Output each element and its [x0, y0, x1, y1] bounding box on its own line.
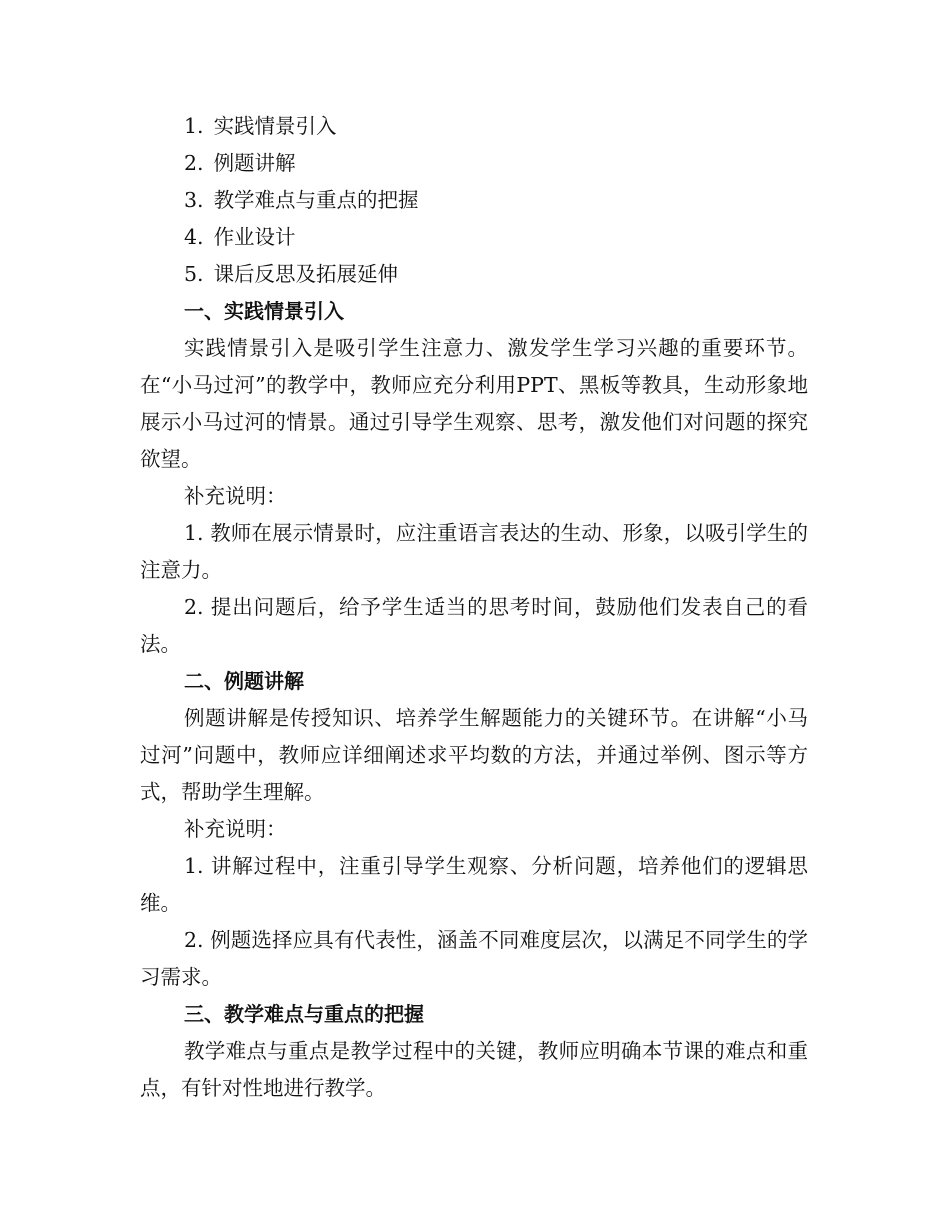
table-of-contents — [140, 108, 808, 293]
toc-item: 5. 课后反思及拓展延伸 — [184, 262, 399, 286]
toc-item: 2. 例题讲解 — [184, 151, 296, 175]
supplement-label: 补充说明： — [184, 817, 287, 841]
supplement-item: 1. 讲解过程中，注重引导学生观察、分析问题，培养他们的逻辑思维。 — [140, 854, 808, 915]
section-body: 例题讲解是传授知识、培养学生解题能力的关键环节。在讲解“小马过河”问题中，教师应详细阐述求平均数的方法，并通过举例、图示等方式，帮助学生理解。 — [140, 706, 808, 804]
section-body: 实践情景引入是吸引学生注意力、激发学生学习兴趣的重要环节。在“小马过河”的教学中，教师应充分利用PPT、黑板等教具，生动形象地展示小马过河的情景。通过引导学生观察、思考，激发他们对问题的探究欲望。 — [140, 336, 808, 471]
toc-item: 3. 教学难点与重点的把握 — [184, 188, 419, 212]
toc-item: 1. 实践情景引入 — [184, 114, 337, 138]
section-heading: 二、例题讲解 — [184, 669, 304, 693]
section-heading: 一、实践情景引入 — [184, 299, 344, 323]
section-heading: 三、教学难点与重点的把握 — [184, 1002, 424, 1026]
section-1 — [140, 293, 808, 663]
document-page — [140, 108, 808, 1107]
section-body: 教学难点与重点是教学过程中的关键，教师应明确本节课的难点和重点，有针对性地进行教学。 — [140, 1039, 808, 1100]
supplement-label: 补充说明： — [184, 484, 287, 508]
supplement-item: 2. 提出问题后，给予学生适当的思考时间，鼓励他们发表自己的看法。 — [140, 595, 808, 656]
toc-item: 4. 作业设计 — [184, 225, 296, 249]
supplement-item: 1. 教师在展示情景时，应注重语言表达的生动、形象，以吸引学生的注意力。 — [140, 521, 808, 582]
section-2 — [140, 663, 808, 996]
supplement-item: 2. 例题选择应具有代表性，涵盖不同难度层次，以满足不同学生的学习需求。 — [140, 928, 808, 989]
section-3 — [140, 996, 808, 1107]
